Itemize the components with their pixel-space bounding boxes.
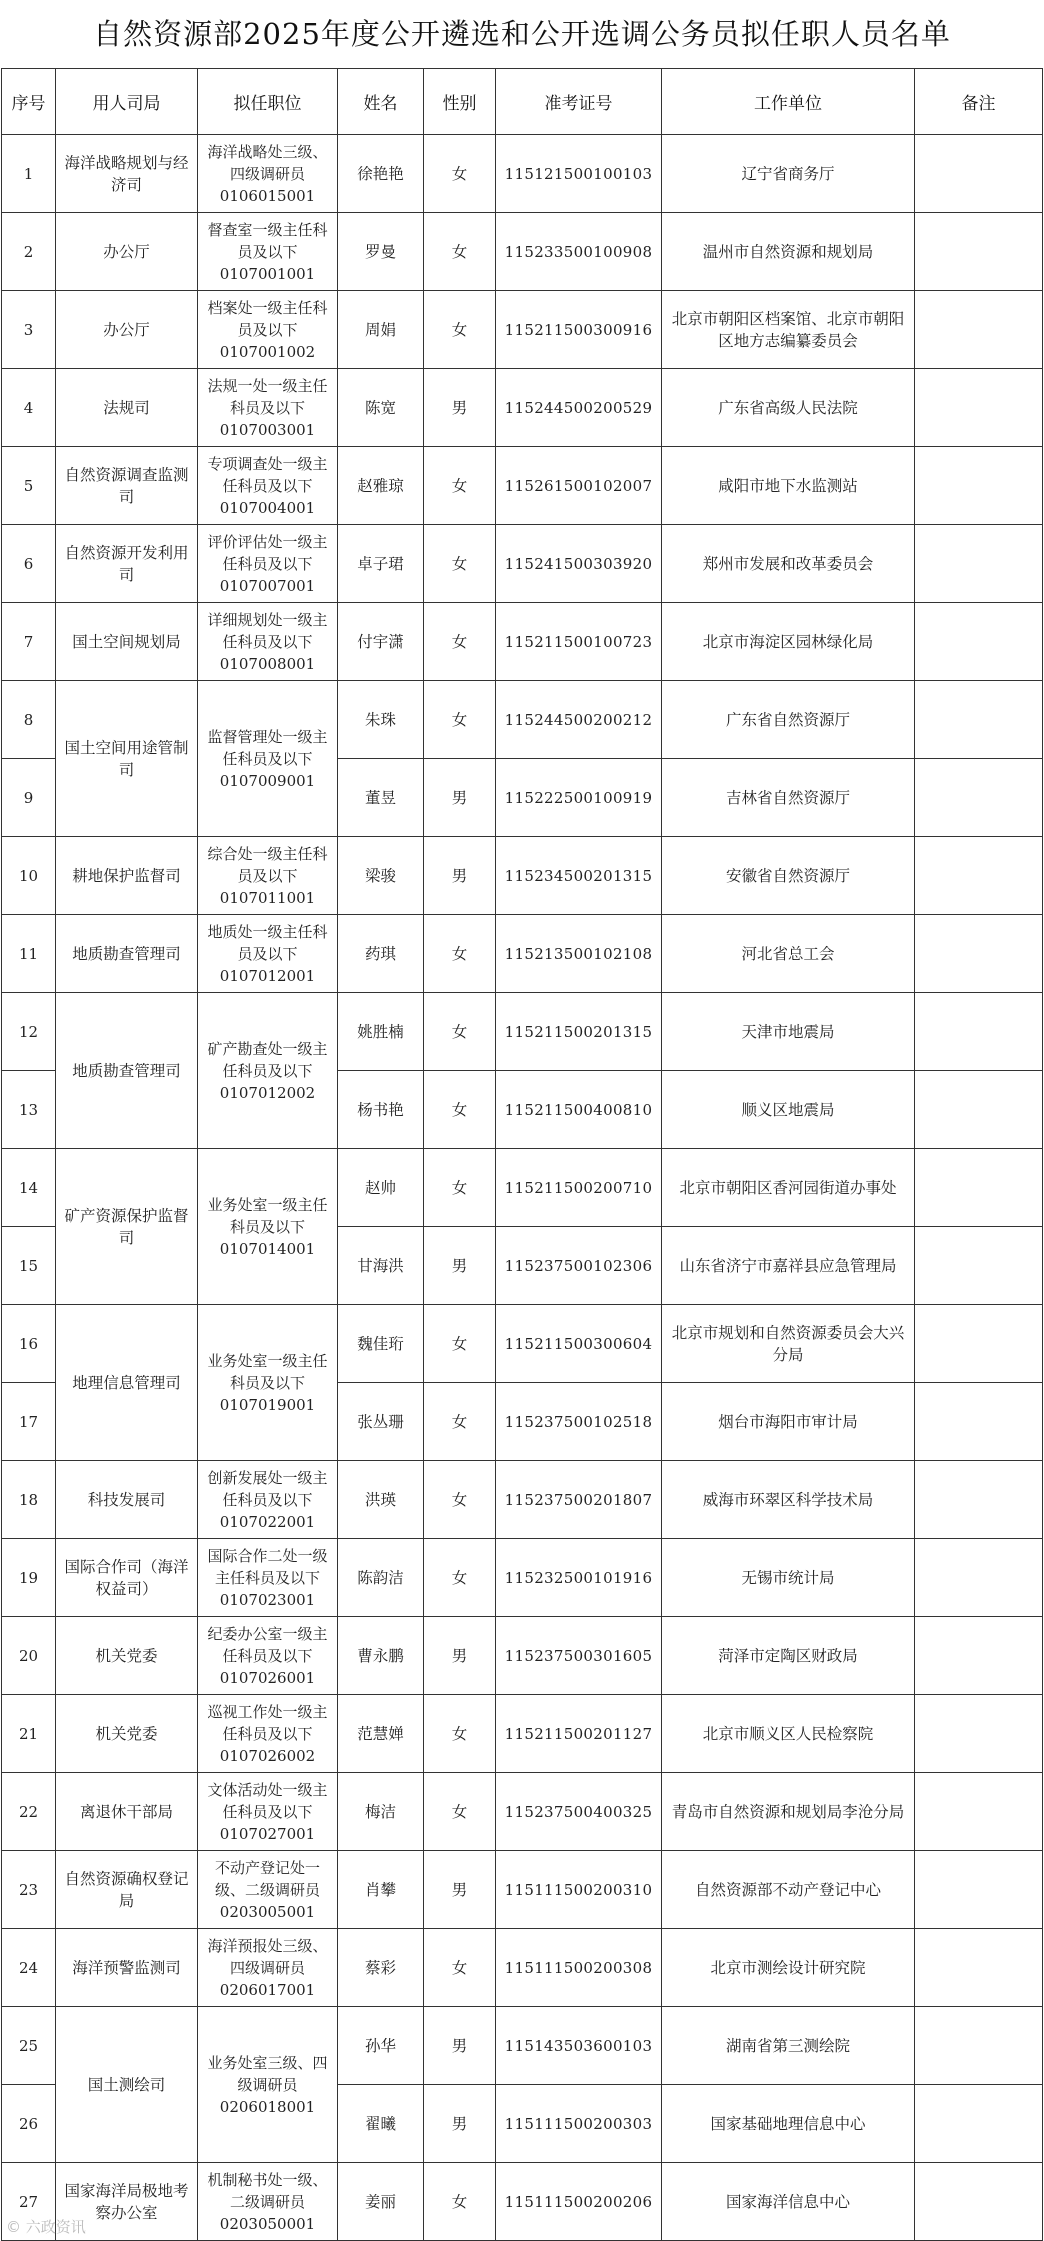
cell-gender: 女: [424, 291, 496, 369]
cell-dept: 国际合作司（海洋权益司）: [56, 1539, 198, 1617]
cell-work-unit: 咸阳市地下水监测站: [662, 447, 915, 525]
cell-position: 业务处室一级主任科员及以下0107014001: [198, 1149, 338, 1305]
cell-no: 25: [2, 2007, 56, 2085]
table-row: [2, 525, 1043, 603]
cell-no: 19: [2, 1539, 56, 1617]
cell-work-unit: 山东省济宁市嘉祥县应急管理局: [662, 1227, 915, 1305]
table-row: [2, 1851, 1043, 1929]
cell-exam-number: 115121500100103: [496, 135, 662, 213]
cell-no: 16: [2, 1305, 56, 1383]
cell-name: 肖攀: [338, 1851, 424, 1929]
table-row: [2, 1695, 1043, 1773]
cell-position: 业务处室一级主任科员及以下0107019001: [198, 1305, 338, 1461]
watermark-text: © 六政资讯: [6, 2218, 86, 2236]
table-row: [2, 1539, 1043, 1617]
cell-name: 赵雅琼: [338, 447, 424, 525]
header-exam-number: 准考证号: [496, 69, 662, 135]
cell-gender: 女: [424, 993, 496, 1071]
cell-work-unit: 辽宁省商务厅: [662, 135, 915, 213]
cell-gender: 男: [424, 837, 496, 915]
cell-no: 24: [2, 1929, 56, 2007]
cell-gender: 女: [424, 1383, 496, 1461]
cell-note: [915, 1851, 1043, 1929]
cell-name: 梁骏: [338, 837, 424, 915]
cell-exam-number: 115211500100723: [496, 603, 662, 681]
cell-position: 业务处室三级、四级调研员0206018001: [198, 2007, 338, 2163]
cell-position: 海洋预报处三级、四级调研员0206017001: [198, 1929, 338, 2007]
cell-exam-number: 115111500200310: [496, 1851, 662, 1929]
cell-exam-number: 115237500400325: [496, 1773, 662, 1851]
cell-no: 7: [2, 603, 56, 681]
cell-dept: 矿产资源保护监督司: [56, 1149, 198, 1305]
cell-work-unit: 北京市朝阳区档案馆、北京市朝阳区地方志编纂委员会: [662, 291, 915, 369]
cell-work-unit: 郑州市发展和改革委员会: [662, 525, 915, 603]
cell-no: 2: [2, 213, 56, 291]
cell-gender: 女: [424, 603, 496, 681]
table-row: [2, 681, 1043, 759]
table-header-row: [2, 69, 1043, 135]
cell-no: 20: [2, 1617, 56, 1695]
cell-note: [915, 1149, 1043, 1227]
cell-work-unit: 广东省自然资源厅: [662, 681, 915, 759]
cell-no: 11: [2, 915, 56, 993]
cell-position: 国际合作二处一级主任科员及以下0107023001: [198, 1539, 338, 1617]
cell-position: 矿产勘查处一级主任科员及以下0107012002: [198, 993, 338, 1149]
cell-position: 文体活动处一级主任科员及以下0107027001: [198, 1773, 338, 1851]
cell-work-unit: 北京市顺义区人民检察院: [662, 1695, 915, 1773]
cell-name: 药琪: [338, 915, 424, 993]
cell-name: 洪瑛: [338, 1461, 424, 1539]
table-row: [2, 1461, 1043, 1539]
cell-note: [915, 759, 1043, 837]
cell-position: 监督管理处一级主任科员及以下0107009001: [198, 681, 338, 837]
cell-exam-number: 115211500400810: [496, 1071, 662, 1149]
cell-no: 26: [2, 2085, 56, 2163]
cell-position: 海洋战略处三级、四级调研员0106015001: [198, 135, 338, 213]
candidate-table: [1, 68, 1043, 2241]
table-row: [2, 135, 1043, 213]
cell-name: 徐艳艳: [338, 135, 424, 213]
cell-name: 翟曦: [338, 2085, 424, 2163]
cell-gender: 女: [424, 213, 496, 291]
cell-gender: 女: [424, 525, 496, 603]
table-row: [2, 1773, 1043, 1851]
table-row: [2, 447, 1043, 525]
cell-note: [915, 2085, 1043, 2163]
cell-exam-number: 115211500200710: [496, 1149, 662, 1227]
cell-dept: 地质勘查管理司: [56, 993, 198, 1149]
cell-dept: 地质勘查管理司: [56, 915, 198, 993]
cell-no: 10: [2, 837, 56, 915]
header-position: 拟任职位: [198, 69, 338, 135]
table-row: [2, 291, 1043, 369]
cell-work-unit: 北京市朝阳区香河园街道办事处: [662, 1149, 915, 1227]
cell-note: [915, 1305, 1043, 1383]
cell-exam-number: 115237500201807: [496, 1461, 662, 1539]
cell-work-unit: 威海市环翠区科学技术局: [662, 1461, 915, 1539]
cell-position: 详细规划处一级主任科员及以下0107008001: [198, 603, 338, 681]
cell-name: 曹永鹏: [338, 1617, 424, 1695]
cell-exam-number: 115233500100908: [496, 213, 662, 291]
cell-name: 陈韵洁: [338, 1539, 424, 1617]
cell-gender: 女: [424, 915, 496, 993]
cell-gender: 女: [424, 447, 496, 525]
cell-name: 孙华: [338, 2007, 424, 2085]
cell-dept: 国土空间用途管制司: [56, 681, 198, 837]
cell-note: [915, 1929, 1043, 2007]
cell-no: 17: [2, 1383, 56, 1461]
cell-exam-number: 115237500102306: [496, 1227, 662, 1305]
cell-work-unit: 北京市海淀区园林绿化局: [662, 603, 915, 681]
cell-no: 1: [2, 135, 56, 213]
cell-gender: 女: [424, 135, 496, 213]
cell-exam-number: 115211500300916: [496, 291, 662, 369]
cell-dept: 机关党委: [56, 1695, 198, 1773]
cell-dept: 海洋战略规划与经济司: [56, 135, 198, 213]
cell-note: [915, 135, 1043, 213]
table-row: [2, 369, 1043, 447]
cell-gender: 女: [424, 2163, 496, 2241]
cell-name: 梅洁: [338, 1773, 424, 1851]
cell-note: [915, 1461, 1043, 1539]
cell-note: [915, 1539, 1043, 1617]
cell-work-unit: 温州市自然资源和规划局: [662, 213, 915, 291]
cell-position: 评价评估处一级主任科员及以下0107007001: [198, 525, 338, 603]
cell-dept: 机关党委: [56, 1617, 198, 1695]
table-row: [2, 1305, 1043, 1383]
cell-exam-number: 115237500301605: [496, 1617, 662, 1695]
header-name: 姓名: [338, 69, 424, 135]
cell-work-unit: 无锡市统计局: [662, 1539, 915, 1617]
cell-position: 专项调查处一级主任科员及以下0107004001: [198, 447, 338, 525]
cell-work-unit: 自然资源部不动产登记中心: [662, 1851, 915, 1929]
cell-note: [915, 291, 1043, 369]
cell-note: [915, 1695, 1043, 1773]
cell-gender: 女: [424, 1539, 496, 1617]
table-row: [2, 837, 1043, 915]
cell-note: [915, 369, 1043, 447]
cell-work-unit: 北京市测绘设计研究院: [662, 1929, 915, 2007]
header-gender: 性别: [424, 69, 496, 135]
cell-dept: 离退休干部局: [56, 1773, 198, 1851]
cell-dept: 地理信息管理司: [56, 1305, 198, 1461]
cell-no: 8: [2, 681, 56, 759]
cell-exam-number: 115261500102007: [496, 447, 662, 525]
cell-no: 6: [2, 525, 56, 603]
cell-position: 档案处一级主任科员及以下0107001002: [198, 291, 338, 369]
cell-work-unit: 菏泽市定陶区财政局: [662, 1617, 915, 1695]
cell-dept: 自然资源开发利用司: [56, 525, 198, 603]
cell-work-unit: 烟台市海阳市审计局: [662, 1383, 915, 1461]
cell-dept: 海洋预警监测司: [56, 1929, 198, 2007]
cell-exam-number: 115111500200308: [496, 1929, 662, 2007]
cell-no: 5: [2, 447, 56, 525]
cell-exam-number: 115211500201127: [496, 1695, 662, 1773]
cell-name: 甘海洪: [338, 1227, 424, 1305]
cell-exam-number: 115237500102518: [496, 1383, 662, 1461]
cell-position: 不动产登记处一级、二级调研员0203005001: [198, 1851, 338, 1929]
table-row: [2, 1149, 1043, 1227]
cell-no: 14: [2, 1149, 56, 1227]
header-dept: 用人司局: [56, 69, 198, 135]
cell-gender: 男: [424, 369, 496, 447]
cell-note: [915, 1227, 1043, 1305]
cell-dept: 国土测绘司: [56, 2007, 198, 2163]
cell-no: 21: [2, 1695, 56, 1773]
cell-gender: 女: [424, 1773, 496, 1851]
cell-exam-number: 115111500200303: [496, 2085, 662, 2163]
cell-dept: 自然资源调查监测司: [56, 447, 198, 525]
cell-note: [915, 837, 1043, 915]
cell-work-unit: 广东省高级人民法院: [662, 369, 915, 447]
cell-exam-number: 115111500200206: [496, 2163, 662, 2241]
cell-note: [915, 1617, 1043, 1695]
cell-exam-number: 115244500200212: [496, 681, 662, 759]
cell-gender: 女: [424, 1695, 496, 1773]
cell-name: 范慧婵: [338, 1695, 424, 1773]
cell-note: [915, 1773, 1043, 1851]
header-no: 序号: [2, 69, 56, 135]
cell-name: 魏佳珩: [338, 1305, 424, 1383]
cell-no: 13: [2, 1071, 56, 1149]
header-note: 备注: [915, 69, 1043, 135]
cell-dept: 国家海洋局极地考察办公室: [56, 2163, 198, 2241]
cell-work-unit: 顺义区地震局: [662, 1071, 915, 1149]
cell-no: 18: [2, 1461, 56, 1539]
cell-note: [915, 1383, 1043, 1461]
cell-name: 周娟: [338, 291, 424, 369]
cell-gender: 女: [424, 1461, 496, 1539]
cell-work-unit: 安徽省自然资源厅: [662, 837, 915, 915]
cell-gender: 男: [424, 759, 496, 837]
page-title: 自然资源部2025年度公开遴选和公开选调公务员拟任职人员名单: [93, 17, 951, 51]
table-row: [2, 1617, 1043, 1695]
cell-position: 法规一处一级主任科员及以下0107003001: [198, 369, 338, 447]
cell-exam-number: 115211500201315: [496, 993, 662, 1071]
cell-position: 地质处一级主任科员及以下0107012001: [198, 915, 338, 993]
cell-name: 赵帅: [338, 1149, 424, 1227]
cell-note: [915, 681, 1043, 759]
cell-work-unit: 国家基础地理信息中心: [662, 2085, 915, 2163]
cell-gender: 女: [424, 1071, 496, 1149]
cell-position: 巡视工作处一级主任科员及以下0107026002: [198, 1695, 338, 1773]
cell-name: 董昱: [338, 759, 424, 837]
table-row: [2, 213, 1043, 291]
cell-note: [915, 213, 1043, 291]
cell-name: 罗曼: [338, 213, 424, 291]
cell-exam-number: 115241500303920: [496, 525, 662, 603]
cell-dept: 办公厅: [56, 291, 198, 369]
cell-note: [915, 447, 1043, 525]
cell-gender: 男: [424, 1617, 496, 1695]
cell-exam-number: 115143503600103: [496, 2007, 662, 2085]
table-row: [2, 993, 1043, 1071]
cell-no: 23: [2, 1851, 56, 1929]
table-row: [2, 603, 1043, 681]
table-row: [2, 2163, 1043, 2241]
cell-exam-number: 115222500100919: [496, 759, 662, 837]
cell-no: 4: [2, 369, 56, 447]
cell-note: [915, 603, 1043, 681]
cell-name: 朱珠: [338, 681, 424, 759]
cell-gender: 男: [424, 2085, 496, 2163]
cell-no: 3: [2, 291, 56, 369]
cell-position: 机制秘书处一级、二级调研员0203050001: [198, 2163, 338, 2241]
cell-note: [915, 2007, 1043, 2085]
cell-work-unit: 河北省总工会: [662, 915, 915, 993]
cell-note: [915, 2163, 1043, 2241]
cell-note: [915, 525, 1043, 603]
table-row: [2, 2007, 1043, 2085]
cell-work-unit: 天津市地震局: [662, 993, 915, 1071]
cell-name: 付宇潇: [338, 603, 424, 681]
cell-exam-number: 115211500300604: [496, 1305, 662, 1383]
cell-gender: 女: [424, 1929, 496, 2007]
cell-gender: 男: [424, 1851, 496, 1929]
cell-name: 蔡彩: [338, 1929, 424, 2007]
cell-no: 22: [2, 1773, 56, 1851]
cell-note: [915, 1071, 1043, 1149]
cell-gender: 男: [424, 1227, 496, 1305]
cell-exam-number: 115234500201315: [496, 837, 662, 915]
cell-dept: 办公厅: [56, 213, 198, 291]
cell-exam-number: 115244500200529: [496, 369, 662, 447]
cell-gender: 女: [424, 681, 496, 759]
cell-work-unit: 青岛市自然资源和规划局李沧分局: [662, 1773, 915, 1851]
cell-name: 陈宽: [338, 369, 424, 447]
cell-position: 纪委办公室一级主任科员及以下0107026001: [198, 1617, 338, 1695]
cell-position: 创新发展处一级主任科员及以下0107022001: [198, 1461, 338, 1539]
cell-dept: 国土空间规划局: [56, 603, 198, 681]
cell-dept: 科技发展司: [56, 1461, 198, 1539]
cell-work-unit: 湖南省第三测绘院: [662, 2007, 915, 2085]
cell-dept: 自然资源确权登记局: [56, 1851, 198, 1929]
cell-dept: 法规司: [56, 369, 198, 447]
cell-note: [915, 993, 1043, 1071]
cell-work-unit: 吉林省自然资源厅: [662, 759, 915, 837]
cell-no: 12: [2, 993, 56, 1071]
cell-note: [915, 915, 1043, 993]
cell-position: 督查室一级主任科员及以下0107001001: [198, 213, 338, 291]
cell-gender: 男: [424, 2007, 496, 2085]
cell-name: 姚胜楠: [338, 993, 424, 1071]
table-row: [2, 1929, 1043, 2007]
cell-position: 综合处一级主任科员及以下0107011001: [198, 837, 338, 915]
cell-no: 9: [2, 759, 56, 837]
cell-work-unit: 国家海洋信息中心: [662, 2163, 915, 2241]
cell-dept: 耕地保护监督司: [56, 837, 198, 915]
cell-no: 27: [2, 2163, 56, 2241]
cell-exam-number: 115213500102108: [496, 915, 662, 993]
cell-name: 杨书艳: [338, 1071, 424, 1149]
cell-exam-number: 115232500101916: [496, 1539, 662, 1617]
cell-gender: 女: [424, 1305, 496, 1383]
table-row: [2, 915, 1043, 993]
cell-gender: 女: [424, 1149, 496, 1227]
cell-name: 张丛珊: [338, 1383, 424, 1461]
cell-no: 15: [2, 1227, 56, 1305]
cell-name: 姜丽: [338, 2163, 424, 2241]
cell-name: 卓子珺: [338, 525, 424, 603]
cell-work-unit: 北京市规划和自然资源委员会大兴分局: [662, 1305, 915, 1383]
header-work-unit: 工作单位: [662, 69, 915, 135]
